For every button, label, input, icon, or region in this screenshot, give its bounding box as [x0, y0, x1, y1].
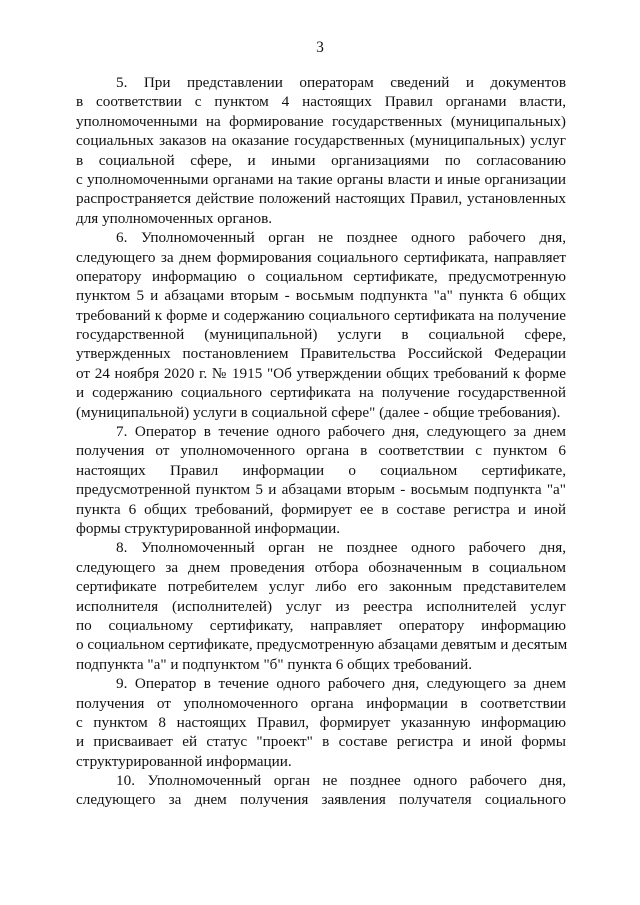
paragraph-8	[76, 538, 566, 674]
text-line: следующего за днем проведения отбора обозначенным в социальном	[76, 558, 566, 576]
text-line: формы структурированной информации.	[76, 519, 341, 537]
text-line: от 24 ноября 2020 г. № 1915 "Об утверждении общих требований к форме	[76, 364, 566, 382]
text-line: пунктом 5 и абзацами вторым - восьмым подпункта "а" пункта 6 общих	[76, 287, 566, 305]
text-line: 7. Оператор в течение одного рабочего дня, следующего за днем	[116, 423, 566, 441]
paragraph-5	[76, 73, 566, 228]
text-line: сертификате потребителем услуг либо его законным представителем	[76, 578, 566, 596]
text-line: 10. Уполномоченный орган не позднее одного рабочего дня,	[116, 772, 566, 790]
text-line: подпункта "а" и подпунктом "б" пункта 6 общих требований.	[76, 655, 473, 673]
text-line: оператору информацию о социальном сертификате, предусмотренную	[76, 267, 566, 285]
text-line: социальных заказов на оказание государственных (муниципальных) услуг	[76, 132, 566, 150]
text-line: с уполномоченными органами на такие органы власти и иные организации	[76, 170, 566, 188]
text-line: 6. Уполномоченный орган не позднее одного рабочего дня,	[116, 229, 566, 247]
text-line: в социальной сфере, и иными организациями по согласованию	[76, 151, 566, 169]
text-line: исполнителя (исполнителей) услуг из реестра исполнителей услуг	[76, 597, 566, 615]
text-line: следующего за днем формирования социального сертификата, направляет	[76, 248, 566, 266]
text-line: государственной (муниципальной) услуги в социальной сфере,	[76, 326, 566, 344]
paragraph-7	[76, 422, 566, 538]
text-line: 5. При представлении операторам сведений и документов	[116, 74, 566, 91]
text-line: о социальном сертификате, предусмотренную абзацами девятым и десятым	[76, 636, 568, 654]
paragraph-9	[76, 674, 566, 771]
page-number: 3	[316, 39, 324, 56]
text-line: уполномоченными на формирование государственных (муниципальных)	[76, 112, 566, 130]
document-body	[76, 73, 566, 810]
text-line: по социальному сертификату, направляет оператору информацию	[76, 616, 566, 634]
text-line: распространяется действие положений настоящих Правил, установленных	[76, 190, 566, 208]
text-line: требований к форме и содержанию социального сертификата на получение	[76, 306, 566, 324]
text-line: предусмотренной пунктом 5 и абзацами вторым - восьмым подпункта "а"	[76, 481, 566, 499]
text-line: следующего за днем получения заявления получателя социального	[76, 791, 566, 809]
text-line: 8. Уполномоченный орган не позднее одного рабочего дня,	[116, 539, 566, 557]
text-line: получения от уполномоченного органа информации в соответствии	[76, 694, 566, 712]
text-line: в соответствии с пунктом 4 настоящих Правил органами власти,	[76, 93, 566, 111]
text-line: настоящих Правил информации о социальном сертификате,	[76, 461, 566, 479]
text-line: 9. Оператор в течение одного рабочего дня, следующего за днем	[116, 675, 566, 693]
text-line: и присваивает ей статус "проект" в составе регистра и иной формы	[76, 733, 566, 751]
text-line: (муниципальной) услуги в социальной сфере" (далее - общие требования).	[76, 403, 561, 421]
paragraph-6	[76, 228, 566, 422]
text-line: структурированной информации.	[76, 752, 292, 770]
text-line: с пунктом 8 настоящих Правил, формирует указанную информацию	[76, 713, 566, 731]
text-line: утвержденных постановлением Правительства Российской Федерации	[76, 345, 566, 363]
text-line: и содержанию социального сертификата на получение государственной	[76, 384, 566, 402]
text-line: для уполномоченных органов.	[76, 209, 273, 227]
paragraph-10	[76, 771, 566, 810]
text-line: пункта 6 общих требований, формирует ее в составе регистра и иной	[76, 500, 566, 518]
text-line: получения от уполномоченного органа в соответствии с пунктом 6	[76, 442, 566, 460]
